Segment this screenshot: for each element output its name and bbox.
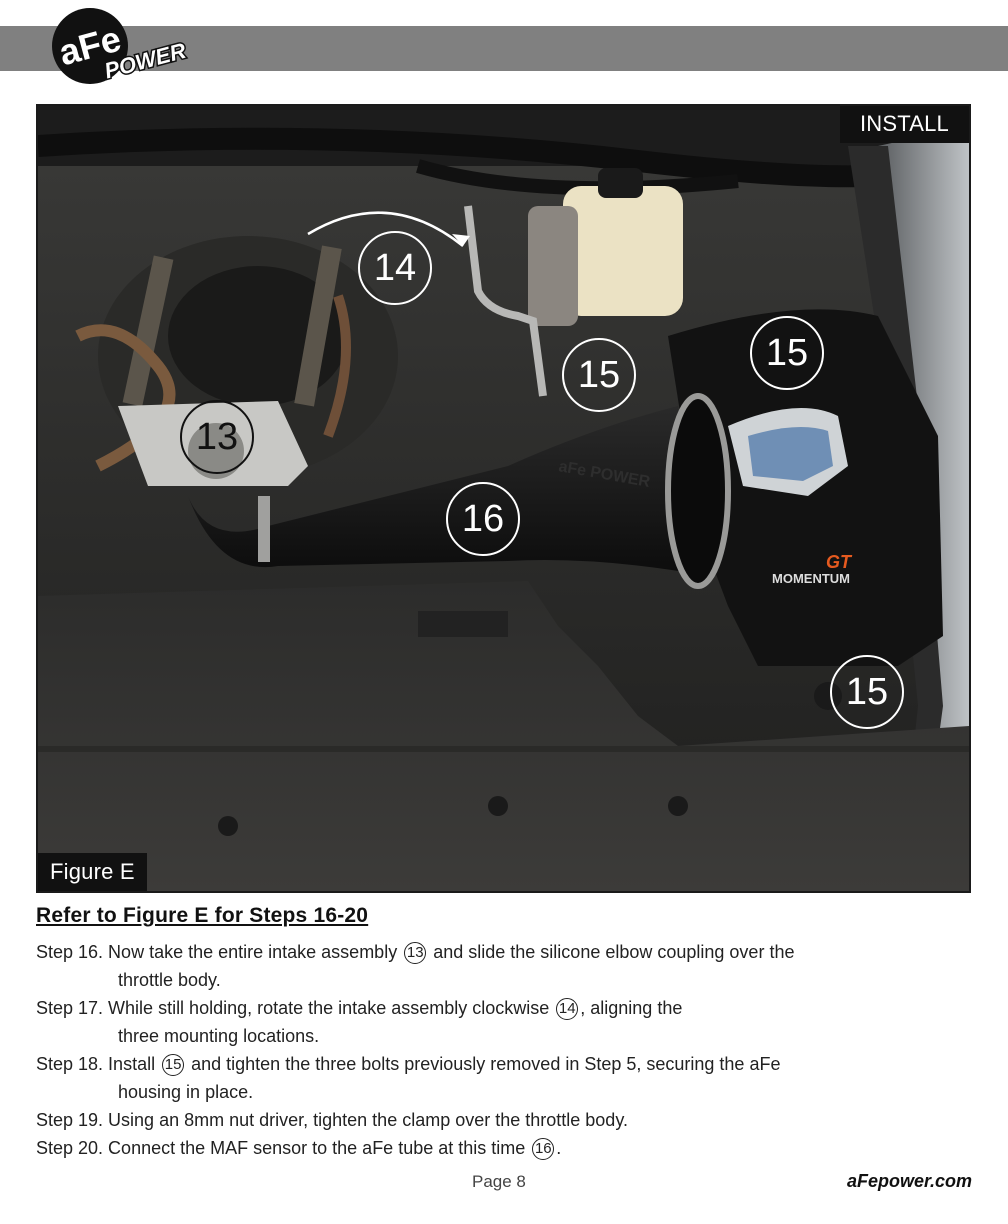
ref-number: 16 bbox=[532, 1138, 554, 1160]
figure-label: Figure E bbox=[38, 853, 147, 891]
step-16-continuation: throttle body. bbox=[118, 970, 221, 990]
svg-text:aFe POWER: aFe POWER bbox=[557, 458, 652, 491]
ref-number: 14 bbox=[556, 998, 578, 1020]
callout-15-mid: 15 bbox=[562, 338, 636, 412]
page-number: Page 8 bbox=[472, 1172, 526, 1191]
step-17 bbox=[36, 994, 976, 1022]
step-16 bbox=[36, 938, 976, 966]
install-tag: INSTALL bbox=[840, 106, 969, 143]
step-text: Step 16. Now take the entire intake assembly bbox=[36, 942, 398, 962]
svg-text:GT: GT bbox=[826, 552, 851, 572]
section-heading: Refer to Figure E for Steps 16-20 bbox=[36, 904, 369, 927]
engine-bay-photo bbox=[36, 104, 971, 893]
svg-text:aFe: aFe bbox=[54, 17, 126, 74]
ref-number: 13 bbox=[404, 942, 426, 964]
callout-15-top: 15 bbox=[750, 316, 824, 390]
footer-url: aFepower.com bbox=[846, 1171, 972, 1191]
step-text: Step 20. Connect the MAF sensor to the aFe tube at this time bbox=[36, 1138, 526, 1158]
callout-16: 16 bbox=[446, 482, 520, 556]
step-19 bbox=[36, 1106, 976, 1134]
step-text: and slide the silicone elbow coupling over the bbox=[433, 942, 795, 962]
step-18-continuation: housing in place. bbox=[118, 1082, 254, 1102]
step-17-continuation: three mounting locations. bbox=[118, 1026, 320, 1046]
step-18 bbox=[36, 1050, 976, 1078]
svg-text:MOMENTUM: MOMENTUM bbox=[772, 571, 850, 586]
step-text: Step 17. While still holding, rotate the intake assembly clockwise bbox=[36, 998, 550, 1018]
step-text: . bbox=[556, 1138, 562, 1158]
svg-text:POWER: POWER bbox=[101, 37, 189, 84]
step-text: Step 18. Install bbox=[36, 1054, 156, 1074]
ref-number: 15 bbox=[162, 1054, 184, 1076]
callout-15-bottom: 15 bbox=[830, 655, 904, 729]
step-text: , aligning the bbox=[580, 998, 683, 1018]
step-text: Step 19. Using an 8mm nut driver, tighten the clamp over the throttle body. bbox=[36, 1110, 628, 1130]
step-20 bbox=[36, 1134, 976, 1162]
step-list bbox=[36, 938, 976, 1162]
afe-power-logo bbox=[48, 4, 198, 94]
callout-14: 14 bbox=[358, 231, 432, 305]
callout-13: 13 bbox=[180, 400, 254, 474]
step-text: and tighten the three bolts previously removed in Step 5, securing the aFe bbox=[191, 1054, 781, 1074]
